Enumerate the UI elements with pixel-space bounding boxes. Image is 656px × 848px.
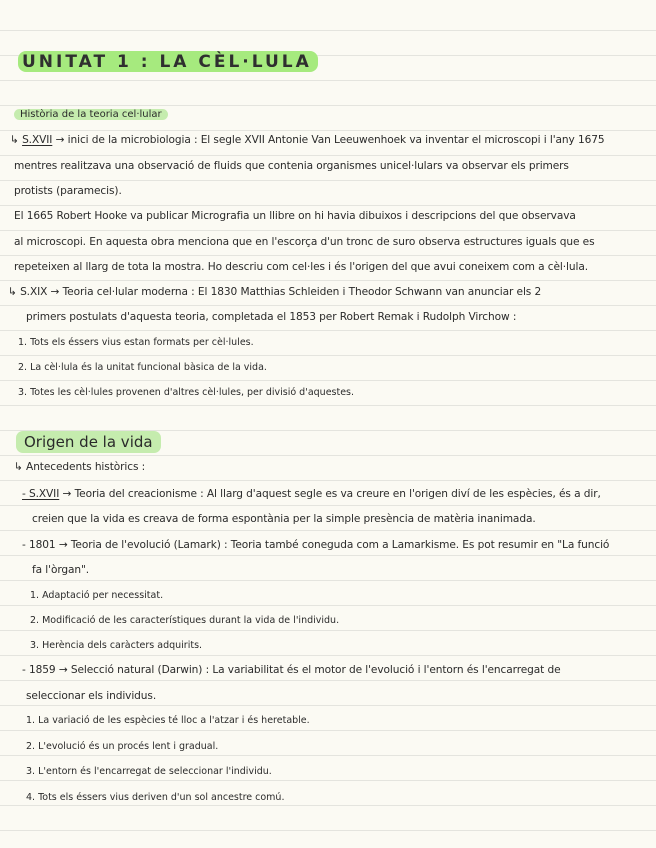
creation-text: → Teoria del creacionisme : Al llarg d'aquest segle es va creure en l'origen diví de les espècies, és a dir, <box>62 488 601 500</box>
postulate-item: 1. Tots els éssers vius estan formats per cèl·lules. <box>18 337 254 348</box>
century-label: S.XVII <box>22 134 53 146</box>
hooke-line-3: repeteixen al llarg de tota la mostra. Ho descriu com cel·les i és l'origen del que avui coneixem com a cèl·lula. <box>14 261 589 273</box>
hooke-line-1: El 1665 Robert Hooke va publicar Micrografia un llibre on hi havia dibuixos i descripcions del que observava <box>14 210 576 222</box>
hooke-line-2: al microscopi. En aquesta obra menciona que en l'escorça d'un tronc de suro observa estructures iguals que es <box>14 236 595 248</box>
darwin-point: 4. Tots els éssers vius deriven d'un sol ancestre comú. <box>26 792 285 803</box>
lamarck-line-2: fa l'òrgan". <box>32 564 90 576</box>
page-title: UNITAT 1 : LA CÈL·LULA <box>18 51 318 72</box>
postulate-item: 2. La cèl·lula és la unitat funcional bàsica de la vida. <box>18 362 267 373</box>
lamarck-point: 2. Modificació de les característiques durant la vida de l'individu. <box>30 615 340 626</box>
origin-heading: Origen de la vida <box>16 431 161 453</box>
bullet-arrow-icon: ↳ <box>8 286 17 298</box>
s17-text: → inici de la microbiologia : El segle XVII Antonie Van Leeuwenhoek va inventar el microscopi i l'any 1675 <box>55 134 605 146</box>
creation-line-1 <box>22 488 601 500</box>
s17-line-1 <box>10 134 605 146</box>
darwin-line-2: seleccionar els individus. <box>26 690 157 702</box>
creation-line-2: creien que la vida es creava de forma espontània per la simple presència de matèria inanimada. <box>32 513 536 525</box>
lamarck-point: 3. Herència dels caràcters adquirits. <box>30 640 203 651</box>
s19-line-2: primers postulats d'aquesta teoria, completada el 1853 per Robert Remak i Rudolph Virchow : <box>26 311 517 323</box>
century-label: - S.XVII <box>22 488 60 500</box>
s19-text: S.XIX → Teoria cel·lular moderna : El 1830 Matthias Schleiden i Theodor Schwann van anunciar els 2 <box>20 286 542 298</box>
lamarck-point: 1. Adaptació per necessitat. <box>30 590 164 601</box>
s17-line-2: mentres realitzava una observació de fluids que contenia organismes unicel·lulars va observar els primers <box>14 160 569 172</box>
antecedents-label: ↳ Antecedents històrics : <box>14 461 146 473</box>
darwin-point: 3. L'entorn és l'encarregat de seleccionar l'individu. <box>26 766 272 777</box>
darwin-line-1: - 1859 → Selecció natural (Darwin) : La variabilitat és el motor de l'evolució i l'entorn és l'encarregat de <box>22 664 561 676</box>
darwin-point: 1. La variació de les espècies té lloc a l'atzar i és heretable. <box>26 715 310 726</box>
postulate-item: 3. Totes les cèl·lules provenen d'altres cèl·lules, per divisió d'aquestes. <box>18 387 355 398</box>
lamarck-line-1: - 1801 → Teoria de l'evolució (Lamark) : Teoria també coneguda com a Lamarkisme. Es pot resumir en "La funció <box>22 539 610 551</box>
s17-line-3: protists (paramecis). <box>14 185 122 197</box>
history-heading: Història de la teoria cel·lular <box>14 109 168 120</box>
bullet-arrow-icon: ↳ <box>10 134 19 146</box>
darwin-point: 2. L'evolució és un procés lent i gradual. <box>26 741 219 752</box>
s19-line-1 <box>8 286 541 298</box>
